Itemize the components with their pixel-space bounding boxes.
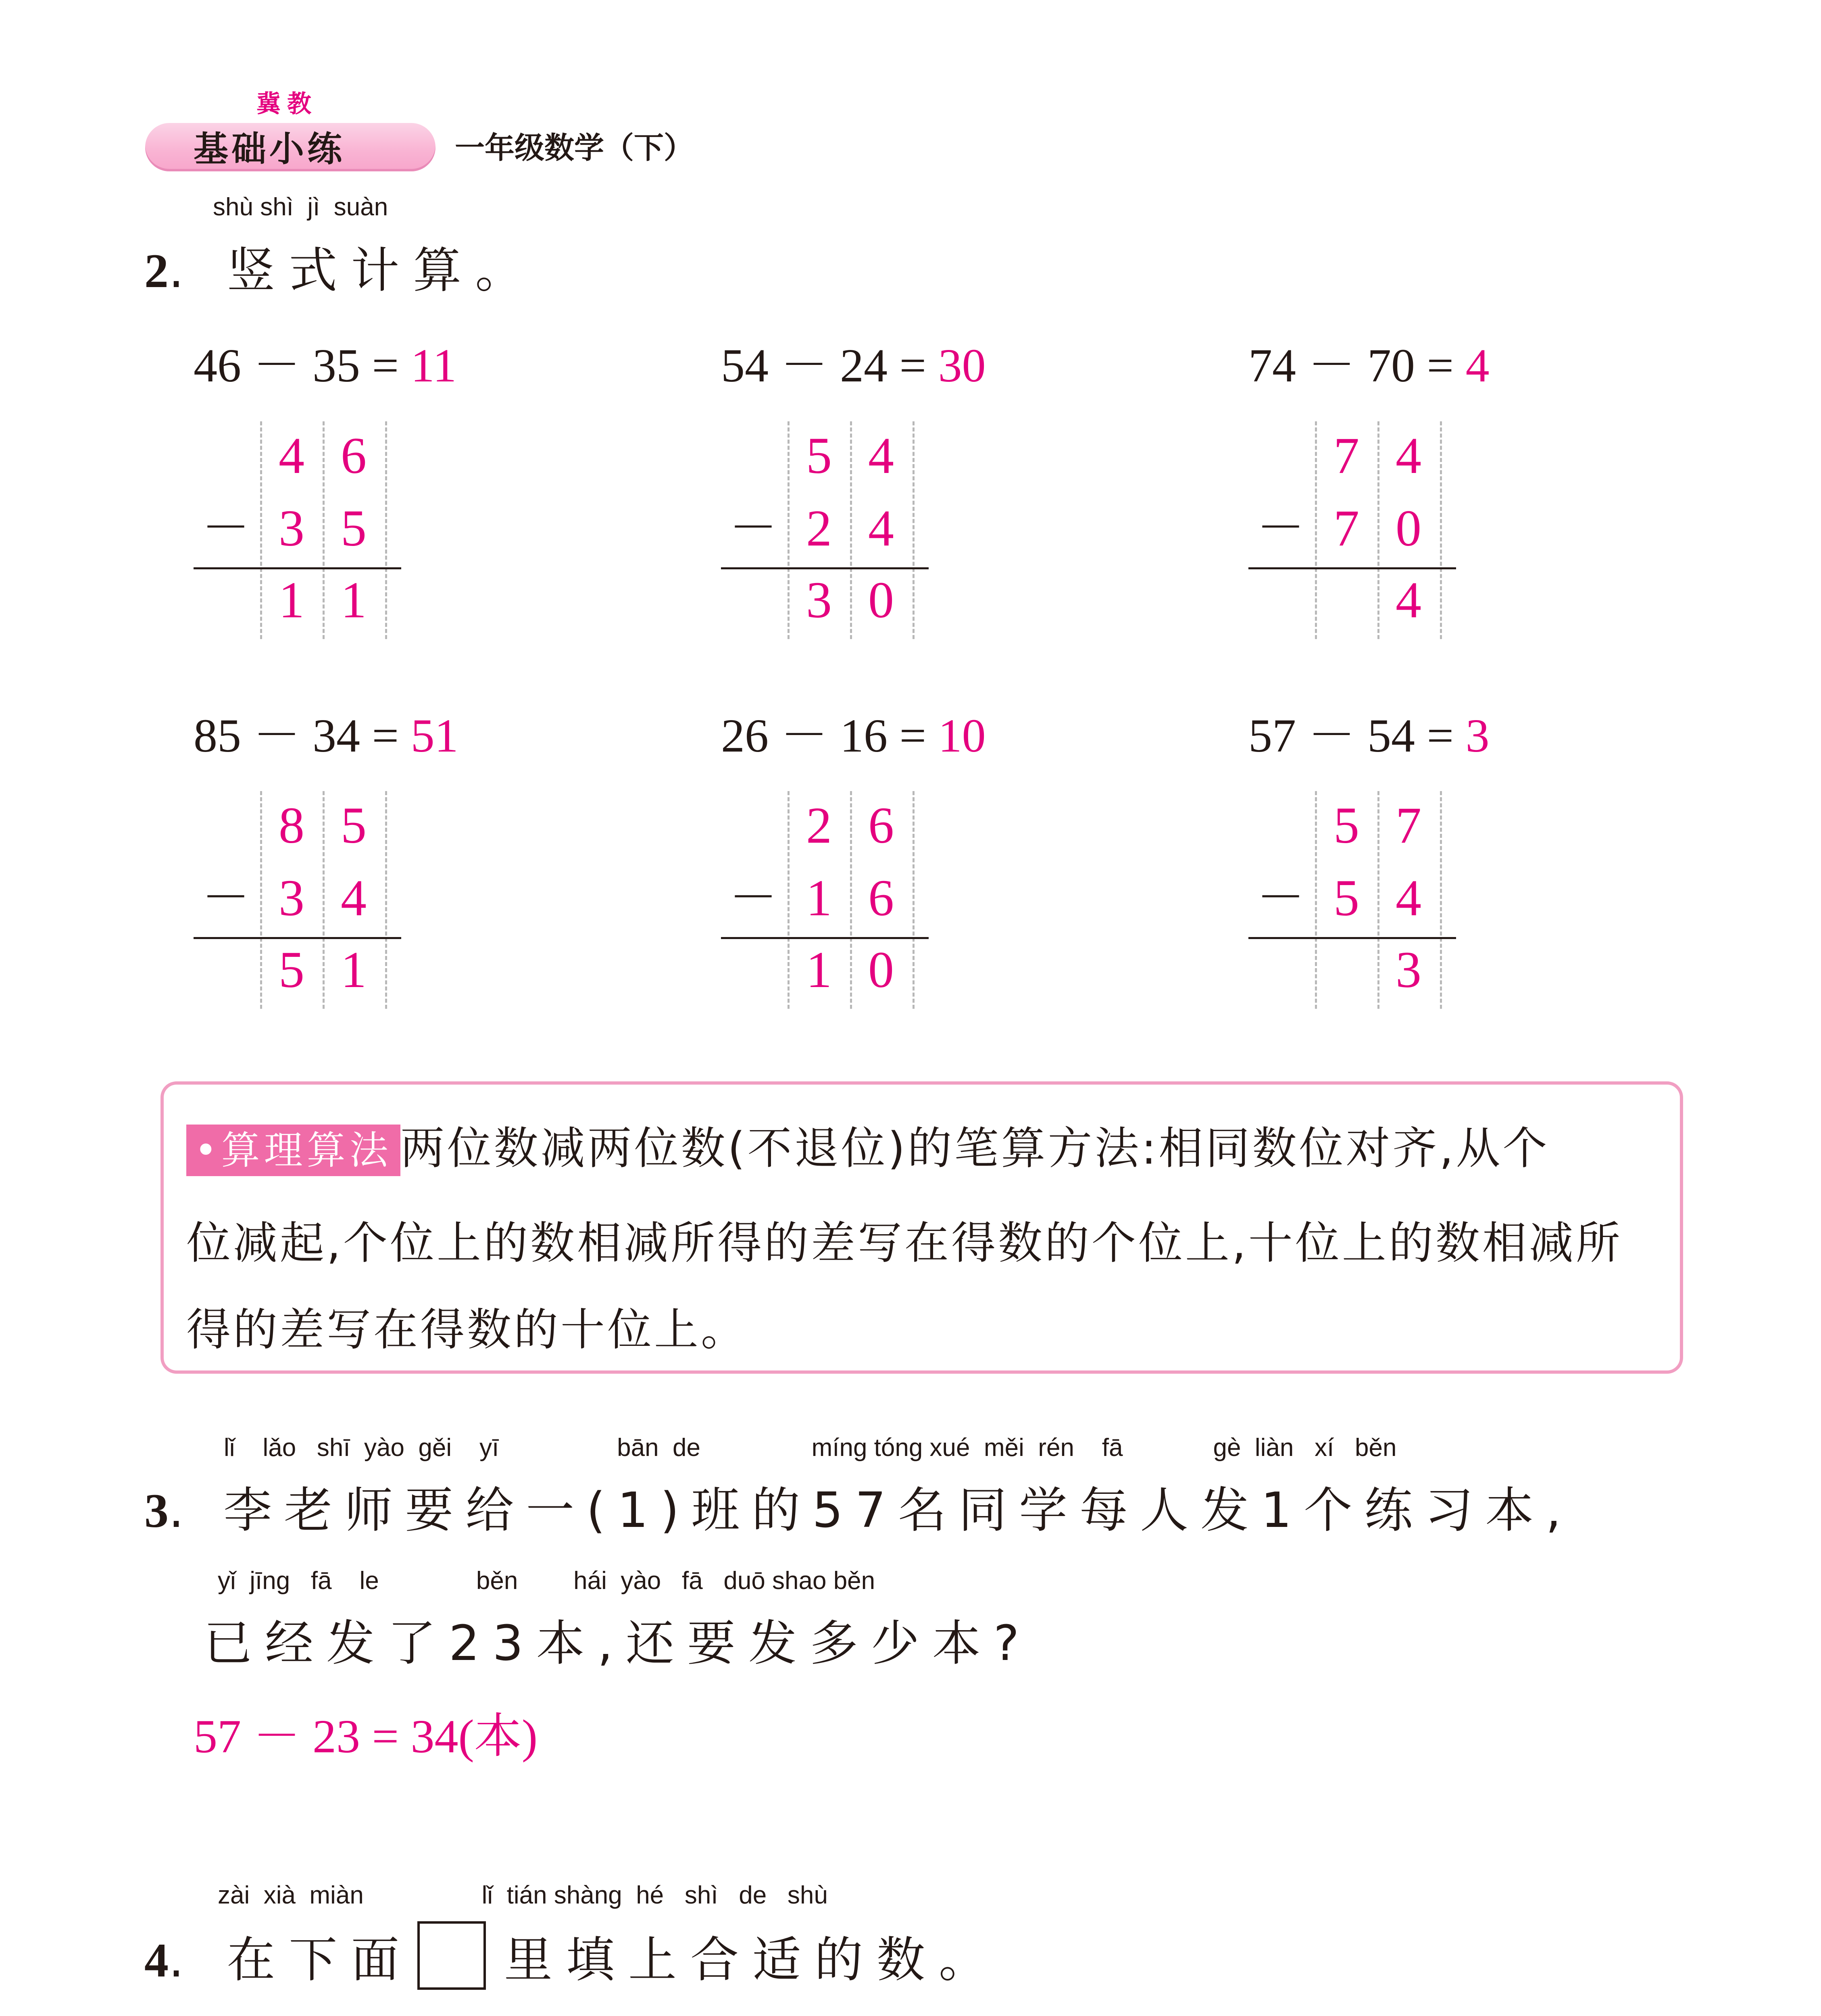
equation-answer: 3	[1465, 709, 1490, 762]
digit: 5	[1333, 797, 1359, 854]
equation-expression: 74 － 70 =	[1248, 339, 1466, 392]
q2-equation-2	[721, 327, 986, 395]
digit: 5	[806, 427, 832, 484]
digit: 5	[279, 941, 304, 998]
digit: 3	[1396, 941, 1421, 998]
digit: 7	[1396, 797, 1421, 854]
q3-answer: 57 － 23 = 34(本)	[194, 1710, 538, 1763]
digit: 0	[868, 941, 894, 998]
equation-expression: 57 － 54 =	[1248, 709, 1466, 762]
digit: 4	[341, 869, 367, 927]
q2-vertical-calc-6	[1248, 791, 1466, 1009]
q2-vertical-calc-3	[1248, 421, 1466, 639]
sum-line	[721, 937, 929, 939]
q2-vertical-calc-5	[721, 791, 939, 1009]
equation-expression: 54 － 24 =	[721, 339, 938, 392]
q3-pinyin-line-2: yǐ jīng fā le běn hái yào fā duō shao běn	[218, 1567, 875, 1595]
equation-expression: 26 － 16 =	[721, 709, 938, 762]
q2-equation-5	[721, 697, 986, 765]
minus-sign: －	[1256, 871, 1305, 925]
minus-sign: －	[202, 871, 250, 925]
q2-vertical-calc-1	[194, 421, 411, 639]
digit: 4	[1396, 571, 1421, 629]
q4-title-text: 在下面	[227, 1932, 413, 1988]
digit: 8	[279, 797, 304, 854]
equation-answer: 4	[1465, 339, 1490, 392]
q4-title	[144, 1921, 413, 1991]
equation-answer: 30	[938, 339, 986, 392]
brand-region-label: 冀教	[256, 90, 318, 118]
digit: 4	[868, 500, 894, 557]
q4-title-suffix: 里填上合适的数。	[504, 1932, 1001, 1988]
q2-vertical-calc-2	[721, 421, 939, 639]
q3-number-dot: .	[169, 1483, 196, 1539]
q2-title	[144, 232, 537, 301]
digit: 2	[806, 797, 832, 854]
q4-number: 4	[144, 1933, 169, 1987]
digit: 5	[341, 500, 367, 557]
tip-tag: •算理算法	[186, 1125, 400, 1176]
digit: 1	[341, 941, 367, 998]
q2-number-dot: .	[169, 243, 198, 299]
digit: 0	[868, 571, 894, 629]
tip-line-1	[186, 1113, 1549, 1177]
q2-vertical-calc-4	[194, 791, 411, 1009]
sum-line	[194, 567, 401, 569]
equation-answer: 51	[410, 709, 458, 762]
q2-number: 2	[144, 244, 169, 298]
digit: 1	[806, 869, 832, 927]
equation-expression: 85 － 34 =	[194, 709, 411, 762]
minus-sign: －	[729, 501, 777, 555]
digit: 4	[279, 427, 304, 484]
digit: 3	[806, 571, 832, 629]
minus-sign: －	[202, 501, 250, 555]
digit: 7	[1333, 500, 1359, 557]
minus-sign: －	[1256, 501, 1305, 555]
q2-title-text: 竖式计算。	[227, 243, 538, 299]
digit: 1	[806, 941, 832, 998]
q2-equation-4	[194, 697, 458, 765]
blank-box-icon	[417, 1921, 486, 1990]
digit: 2	[806, 500, 832, 557]
minus-sign: －	[729, 871, 777, 925]
digit: 4	[868, 427, 894, 484]
q3-pinyin-line-1: lǐ lǎo shī yào gěi yī bān de míng tóng xué měi rén fā gè liàn xí běn	[224, 1434, 1397, 1462]
sum-line	[194, 937, 401, 939]
tip-line-2: 位减起,个位上的数相减所得的差写在得数的个位上,十位上的数相减所	[186, 1217, 1623, 1269]
digit: 3	[279, 869, 304, 927]
q2-equation-1	[194, 327, 456, 395]
digit: 6	[868, 869, 894, 927]
digit: 5	[341, 797, 367, 854]
equation-answer: 10	[938, 709, 986, 762]
sum-line	[721, 567, 929, 569]
digit: 1	[279, 571, 304, 629]
q3-text: 李老师要给一(1)班的57名同学每人发1个练习本,	[223, 1483, 1573, 1539]
tip-line-3: 得的差写在得数的十位上。	[186, 1304, 748, 1356]
digit: 0	[1396, 500, 1421, 557]
book-subtitle: 一年级数学（下）	[455, 131, 694, 165]
q4-number-dot: .	[169, 1932, 198, 1988]
digit: 4	[1396, 427, 1421, 484]
q3-line-2: 已经发了23本,还要发多少本?	[204, 1616, 1032, 1672]
q3-number: 3	[144, 1484, 169, 1537]
sum-line	[1248, 937, 1456, 939]
tip-text: 两位数减两位数(不退位)的笔算方法:相同数位对齐,从个	[400, 1123, 1550, 1174]
q2-equation-6	[1248, 697, 1490, 765]
q4-pinyin: zài xià miàn lǐ tián shàng hé shì de shù	[218, 1881, 828, 1909]
equation-expression: 46 － 35 =	[194, 339, 411, 392]
digit: 1	[341, 571, 367, 629]
sum-line	[1248, 567, 1456, 569]
q2-equation-3	[1248, 327, 1490, 395]
digit: 4	[1396, 869, 1421, 927]
digit: 5	[1333, 869, 1359, 927]
equation-answer: 11	[410, 339, 457, 392]
q3-line-1	[144, 1472, 1573, 1541]
q2-pinyin: shù shì jì suàn	[213, 193, 388, 221]
digit: 3	[279, 500, 304, 557]
digit: 6	[868, 797, 894, 854]
digit: 6	[341, 427, 367, 484]
digit: 7	[1333, 427, 1359, 484]
brand-title: 基础小练	[194, 129, 345, 169]
